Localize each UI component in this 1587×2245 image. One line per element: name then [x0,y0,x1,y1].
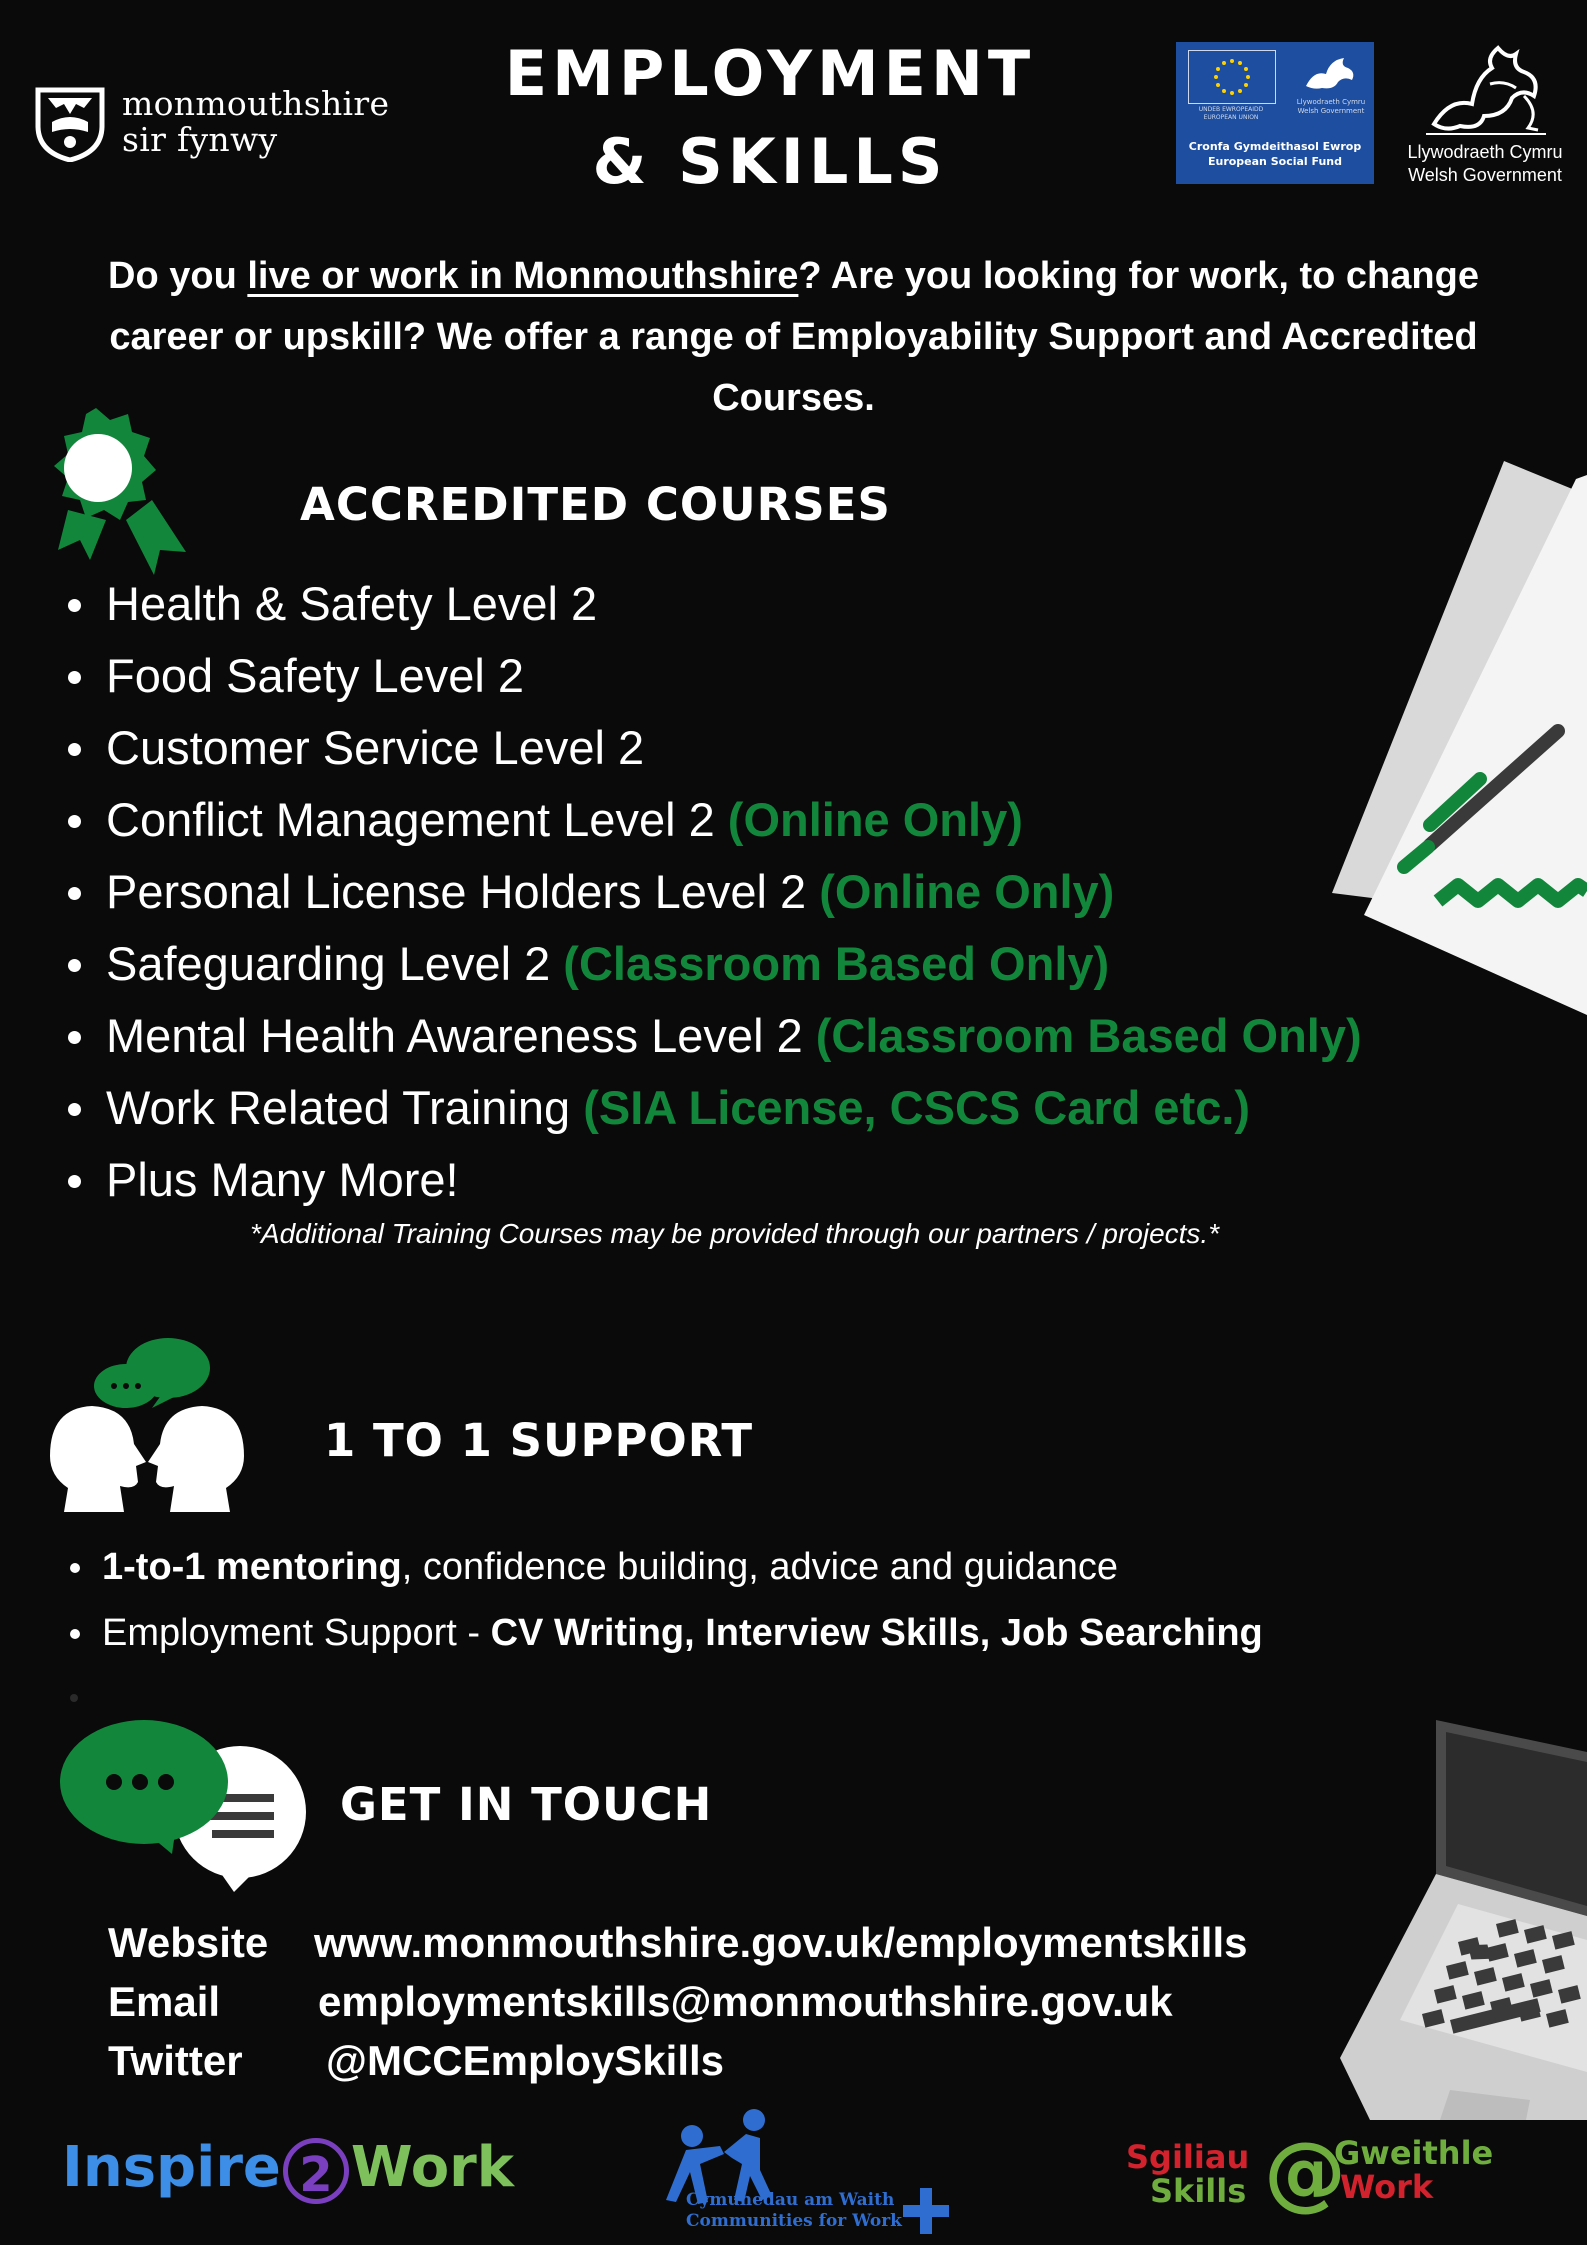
list-item [60,928,1360,1000]
skills-word: Skills [1150,2172,1247,2210]
support-plain: Employment Support - [102,1612,491,1654]
wg-caption-cy: Llywodraeth Cymru [1407,142,1563,162]
laptop-icon [1340,1720,1587,2120]
courses-footnote: *Additional Training Courses may be provided through our partners / projects.* [250,1218,1220,1249]
email-label: Email [108,1978,221,2025]
speech-bubbles-icon [60,1716,310,1892]
course-name: Mental Health Awareness Level 2 [106,1009,816,1062]
course-name: Safeguarding Level 2 [106,937,564,990]
course-name: Health & Safety Level 2 [106,577,598,630]
course-note: (Classroom Based Only) [563,937,1110,990]
esf-caption-en: European Social Fund [1207,155,1343,168]
course-note: (Online Only) [727,793,1023,846]
list-item [60,1000,1360,1072]
cfw-caption-en: Communities for Work [686,2211,902,2231]
award-rosette-icon [28,400,198,580]
page-title [440,30,1100,206]
council-name-cy: sir fynwy [122,120,278,159]
course-note: (Online Only) [819,865,1115,918]
sgiliau-word: Sgiliau [1126,2138,1250,2176]
communities-for-work-logo [640,2108,960,2238]
work-word: Work [1340,2168,1434,2206]
gweithle-word: Gweithle [1334,2134,1494,2172]
list-item [60,712,1360,784]
list-item [60,856,1360,928]
course-name: Food Safety Level 2 [106,649,525,702]
twitter-label: Twitter [108,2037,243,2084]
list-item [60,568,1360,640]
course-name: Personal License Holders Level 2 [106,865,820,918]
course-note: (SIA License, CSCS Card etc.) [583,1081,1251,1134]
sgiliau-gweithle-logo [1126,2125,1506,2220]
esf-wg-text: Llywodraeth Cymru Welsh Government [1296,98,1366,115]
course-note: (Classroom Based Only) [815,1009,1362,1062]
list-item [60,1072,1360,1144]
intro-text [70,246,1517,429]
title-line-1: EMPLOYMENT [504,37,1036,110]
list-item [60,1600,1360,1666]
title-line-2: & SKILLS [592,125,948,198]
wg-caption-en: Welsh Government [1408,165,1562,185]
inspire-part-1: Inspire [62,2135,281,2200]
website-link[interactable]: www.monmouthshire.gov.uk/employmentskills [314,1919,1248,1966]
council-name-en: monmouthshire [122,84,390,123]
cfw-caption [686,2190,902,2232]
list-item [60,1144,1360,1216]
list-item [60,784,1360,856]
course-name: Work Related Training [106,1081,584,1134]
welsh-government-logo [1400,38,1570,188]
inspire-part-2: Work [350,2135,515,2200]
support-rest: , confidence building, advice and guidance [401,1546,1118,1588]
empty-bullet [70,1694,78,1702]
cfw-caption-cy: Cymunedau am Waith [686,2190,895,2210]
esf-caption [1186,139,1364,169]
intro-underlined: live or work in Monmouthshire [247,255,799,297]
support-bold: 1-to-1 mentoring [102,1546,402,1588]
course-list [60,568,1360,1216]
get-in-touch-heading: GET IN TOUCH [340,1778,713,1831]
monmouthshire-shield-icon [30,82,110,162]
list-item [60,1534,1360,1600]
two-heads-chat-icon [44,1336,250,1512]
at-symbol: @ [1264,2125,1346,2220]
email-link[interactable]: employmentskills@monmouthshire.gov.uk [318,1978,1173,2025]
course-name: Plus Many More! [106,1153,459,1206]
intro-part-1: Do you [108,255,248,297]
esf-logo [1176,42,1374,184]
list-item [60,640,1360,712]
course-name: Customer Service Level 2 [106,721,645,774]
support-list [60,1534,1360,1666]
welsh-dragon-icon [1420,38,1550,136]
website-label: Website [108,1919,269,1966]
esf-eu-text: UNDEB EWROPEAIDD EUROPEAN UNION [1198,106,1264,121]
course-name: Conflict Management Level 2 [106,793,728,846]
twitter-link[interactable]: @MCCEmploySkills [326,2037,725,2084]
welsh-government-caption [1400,141,1570,187]
inspire-two: 2 [283,2138,349,2204]
esf-caption-cy: Cronfa Gymdeithasol Ewrop [1188,140,1362,153]
support-bold: CV Writing, Interview Skills, Job Searching [490,1612,1263,1654]
esf-dragon-icon [1300,50,1360,94]
paper-pen-icon [1320,455,1587,1015]
support-heading: 1 TO 1 SUPPORT [324,1414,754,1467]
eu-flag-icon [1188,50,1276,104]
accredited-courses-heading: ACCREDITED COURSES [300,478,891,531]
monmouthshire-logo [30,82,390,164]
intro-part-2: ? Are you looking for work, to change career or upskill? We offer a range of Employability Support and Accredited Courses. [109,255,1479,419]
inspire2work-logo [62,2128,515,2208]
